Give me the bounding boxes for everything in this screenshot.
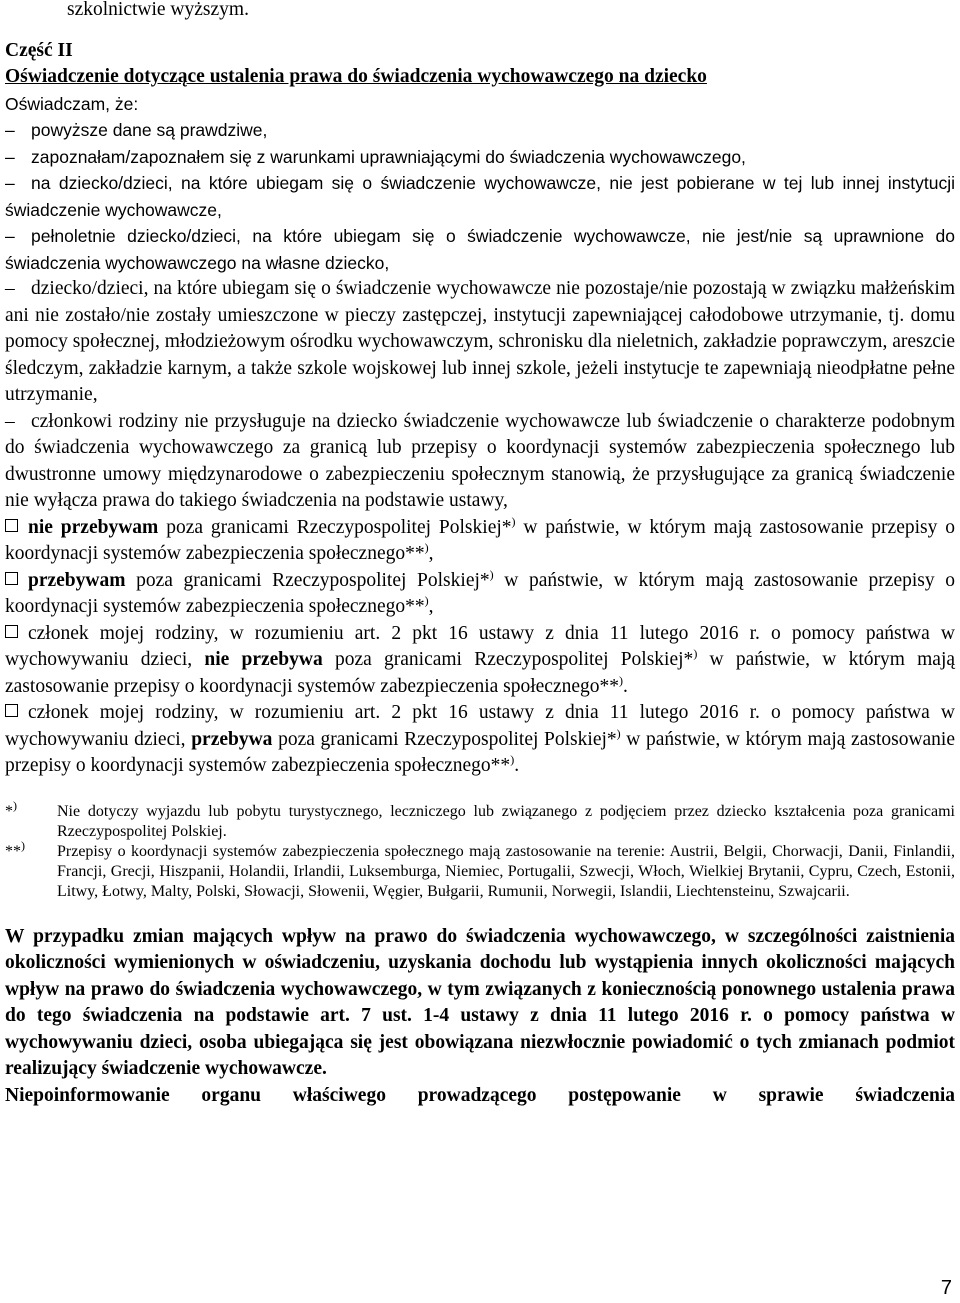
top-line: szkolnictwie wyższym. xyxy=(67,0,249,20)
checkbox[interactable] xyxy=(5,572,18,585)
intro-text: Oświadczam, że: xyxy=(5,93,139,114)
checkbox[interactable] xyxy=(5,625,18,638)
checkbox[interactable] xyxy=(5,519,18,532)
list-item: – dziecko/dzieci, na które ubiegam się o świadczenie wychowawcze nie pozostaje/nie pozostają w związku małżeńskim ani nie zostało/nie zostały umieszczone w pieczy zastępczej, instytucji zapewniającej całodobowe utrzymanie, tj. domu pomocy społecznej, młodzieżowym ośrodku wychowawczym, schronisku dla nieletnich, zakładzie poprawczym, areszcie śledczym, zakładzie karnym, a także szkole wojskowej lub innej szkole, jeżeli instytucje te zapewniają nieodpłatne pełne utrzymanie, xyxy=(5,278,955,405)
checkbox-option-2: przebywam poza granicami Rzeczypospolitej Polskiej*) w państwie, w którym mają zastosowanie przepisy o koordynacji systemów zabezpieczenia społecznego**), xyxy=(5,567,955,617)
list-item: – na dziecko/dzieci, na które ubiegam się o świadczenie wychowawcze, nie jest pobierane w tej lub innej instytucji świadczenie wychowawcze, xyxy=(5,170,955,223)
checkbox-option-1: nie przebywam poza granicami Rzeczypospolitej Polskiej*) w państwie, w którym mają zastosowanie przepisy o koordynacji systemów zabezpieczenia społecznego**), xyxy=(5,514,955,564)
section-heading: Oświadczenie dotyczące ustalenia prawa do świadczenia wychowawczego na dziecko xyxy=(5,66,707,87)
footnote-1: *) Nie dotyczy wyjazdu lub pobytu turystycznego, leczniczego lub związanego z podjęciem przez dziecko kształcenia poza granicami Rzeczypospolitej Polskiej. xyxy=(5,798,955,840)
page-number: 7 xyxy=(940,1276,952,1299)
checkbox[interactable] xyxy=(5,704,18,717)
document-page xyxy=(5,0,955,1109)
footnote-2: **) Przepisy o koordynacji systemów zabezpieczenia społecznego mają zastosowanie na terenie: Austrii, Belgii, Chorwacji, Danii, Finlandii, Francji, Grecji, Hiszpanii, Holandii, Irlandii, Luksemburga, Niemiec, Portugalii, Szwecji, Włoch, Wielkiej Brytanii, Cypru, Czech, Estonii, Litwy, Łotwy, Malty, Polski, Słowacji, Słowenii, Węgier, Bułgarii, Rumunii, Norwegii, Islandii, Liechtensteinu, Szwajcarii. xyxy=(5,838,955,900)
checkbox-option-4: członek mojej rodziny, w rozumieniu art. 2 pkt 16 ustawy z dnia 11 lutego 2016 r. o pomocy państwa w wychowywaniu dzieci, przebywa poza granicami Rzeczypospolitej Polskiej*) w państwie, w którym mają zastosowanie przepisy o koordynacji systemów zabezpieczenia społecznego**). xyxy=(5,702,956,776)
dash-bullet-icon: – xyxy=(5,146,15,167)
dash-bullet-icon: – xyxy=(5,410,15,432)
list-item: – zapoznałam/zapoznałem się z warunkami uprawniającymi do świadczenia wychowawczego, xyxy=(5,144,955,171)
dash-bullet-icon: – xyxy=(5,120,15,140)
dash-bullet-icon: – xyxy=(5,278,15,299)
checkbox-option-3: członek mojej rodziny, w rozumieniu art. 2 pkt 16 ustawy z dnia 11 lutego 2016 r. o pomocy państwa w wychowywaniu dzieci, nie przebywa poza granicami Rzeczypospolitej Polskiej*) w państwie, w którym mają zastosowanie przepisy o koordynacji systemów zabezpieczenia społecznego**). xyxy=(5,622,956,697)
dash-bullet-icon: – xyxy=(5,226,15,246)
list-item: – członkowi rodziny nie przysługuje na dziecko świadczenie wychowawcze lub świadczenie o charakterze podobnym do świadczenia wychowawczego za granicą lub przepisy o koordynacji systemów zabezpieczenia społecznego lub dwustronne umowy międzynarodowe o zabezpieczeniu społecznym stanowią, że przysługujące za granicą świadczenie nie wyłącza prawa do takiego świadczenia na podstawie ustawy, xyxy=(5,410,955,511)
part-title: Część II xyxy=(5,39,73,61)
notice-paragraph: W przypadku zmian mających wpływ na prawo do świadczenia wychowawczego, w szczególności zaistnienia okoliczności wymienionych w oświadczeniu, uzyskania dochodu lub wystąpienia innych okoliczności mających wpływ na prawo do świadczenia wychowawczego, w tym związanych z koniecznością ponownego ustalenia prawa do tego świadczenia na podstawie art. 7 ust. 1-4 ustawy z dnia 11 lutego 2016 r. o pomocy państwa w wychowywaniu dzieci, osoba ubiegająca się jest obowiązana niezwłocznie powiadomić o tych zmianach podmiot realizujący świadczenie wychowawcze. xyxy=(5,925,955,1079)
closing-line: Niepoinformowanie organu właściwego prowadzącego postępowanie w sprawie świadczenia xyxy=(5,1084,955,1106)
dash-bullet-icon: – xyxy=(5,173,15,193)
list-item: – powyższe dane są prawdziwe, xyxy=(5,117,955,144)
list-item: – pełnoletnie dziecko/dzieci, na które ubiegam się o świadczenie wychowawcze, nie jest/nie są uprawnione do świadczenia wychowawczego na własne dziecko, xyxy=(5,223,955,276)
